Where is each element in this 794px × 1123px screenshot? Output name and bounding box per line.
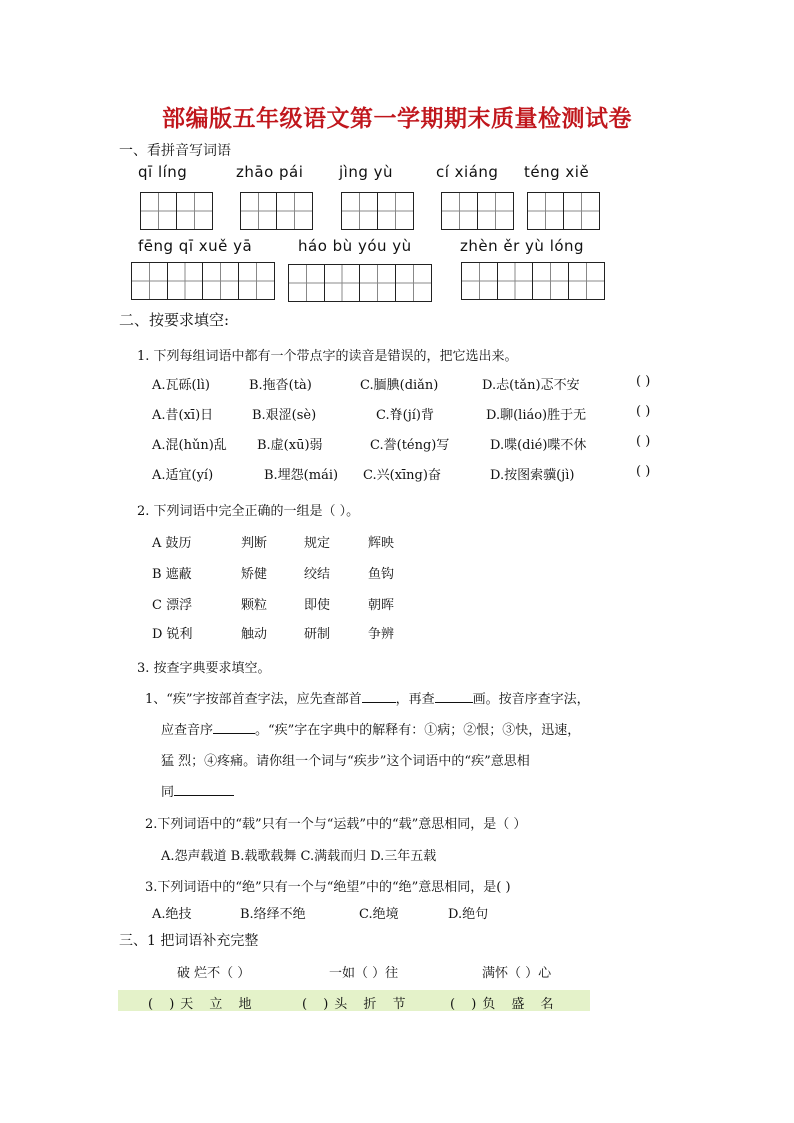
q2-word: 绞结 [304,567,331,582]
idiom-fill-2[interactable]: 一如（ ）往 [329,966,399,981]
pinyin-3: jìng yù [339,163,394,181]
idiom-fill-1[interactable]: 破 烂不（ ） [177,966,251,981]
idiom-fill-6[interactable]: ( )负 盛 名 [450,997,560,1012]
section-3-heading: 三、1 把词语补充完整 [119,933,259,949]
q3-sub1-text: 1、“疾”字按部首查字法，应先查部首 [145,692,362,707]
section-1-heading: 一、看拼音写词语 [119,143,231,159]
q1-option-c: C.脊(jí)背 [376,408,434,423]
q1-option-d: D.聊(liáo)胜于无 [486,408,587,423]
q3-sub1-line4 [161,781,234,800]
writing-grid-3[interactable] [341,192,414,230]
page-title: 部编版五年级语文第一学期期末质量检测试卷 [162,106,632,132]
stroke-count-blank[interactable] [435,702,473,703]
writing-grid-8[interactable] [461,262,605,300]
word-blank[interactable] [174,795,234,796]
q1-option-b: B.埋怨(mái) [264,468,339,483]
writing-grid-7[interactable] [288,264,432,302]
writing-grid-6[interactable] [131,262,275,300]
q3-sub1-text: 同 [161,785,175,800]
q1-option-d: D.忐(tǎn)忑不安 [482,378,580,393]
q1-option-a: A.适宜(yí) [152,468,214,483]
q1-option-b: B.虚(xū)弱 [257,438,323,453]
writing-grid-4[interactable] [441,192,514,230]
pinyin-5: téng xiě [524,163,590,181]
q2-word: 辉映 [368,536,395,551]
q2-word: 朝晖 [368,598,395,613]
pinyin-8: zhèn ěr yù lóng [460,237,585,255]
q2-word: 规定 [304,536,331,551]
answer-blank[interactable]: ( ) [636,404,651,419]
q3-sub3-stem: 3.下列词语中的“绝”只有一个与“绝望”中的“绝”意思相同，是( ) [145,880,511,895]
writing-grid-5[interactable] [527,192,600,230]
q1-option-b: B.艰涩(sè) [252,408,317,423]
answer-blank[interactable]: ( ) [636,374,651,389]
q2-word: 即使 [304,598,331,613]
q2-word: B 遮蔽 [152,567,192,582]
answer-blank[interactable]: ( ) [636,464,651,479]
q1-option-d: D.喋(dié)喋不休 [490,438,587,453]
q1-option-c: C.兴(xīng)奋 [363,468,441,483]
q3-sub1-text: 应查音序 [161,723,214,738]
q2-word: D 锐利 [152,627,193,642]
q2-stem: 2. 下列词语中完全正确的一组是（ ）。 [137,504,360,519]
q2-word: 研制 [304,627,331,642]
q3-sub1-text: 画。按音序查字法， [472,692,590,707]
q3-sub3-option-d: D.绝句 [448,907,489,922]
q2-word: 鱼钩 [368,567,395,582]
q2-word: 颗粒 [241,598,268,613]
q2-word: C 漂浮 [152,598,193,613]
answer-blank[interactable]: ( ) [636,434,651,449]
q3-sub3-option-c: C.绝境 [359,907,399,922]
writing-grid-2[interactable] [240,192,313,230]
phonetic-blank[interactable] [213,733,255,734]
q3-sub1-line2 [161,719,580,738]
q2-word: 矫健 [241,567,268,582]
q3-sub2-stem: 2.下列词语中的“载”只有一个与“运载”中的“载”意思相同，是（ ） [145,817,527,832]
writing-grid-1[interactable] [140,192,213,230]
q1-option-c: C.腼腆(diǎn) [360,378,439,393]
q1-option-c: C.誊(téng)写 [370,438,450,453]
radical-blank[interactable] [362,702,396,703]
q3-sub1-line3: 猛 烈；④疼痛。请你组一个词与“疾步”这个词语中的“疾”意思相 [161,754,530,769]
pinyin-2: zhāo pái [236,163,304,181]
idiom-fill-3[interactable]: 满怀（ ）心 [482,966,552,981]
q3-sub1-line1 [145,688,590,707]
idiom-fill-4[interactable]: ( )天 立 地 [148,997,258,1012]
q3-sub1-text: 。“疾”字在字典中的解释有：①病；②恨；③快，迅速， [255,723,581,738]
q1-option-d: D.按图索骥(jì) [490,468,575,483]
pinyin-7: háo bù yóu yù [298,237,412,255]
pinyin-4: cí xiáng [436,163,499,181]
q2-word: A 鼓历 [152,536,192,551]
q1-option-a: A.混(hǔn)乱 [152,438,227,453]
idiom-fill-5[interactable]: ( )头 折 节 [302,997,412,1012]
q1-option-b: B.拖沓(tà) [249,378,312,393]
q3-sub1-text: ，再查 [395,692,435,707]
q3-sub3-option-a: A.绝技 [152,907,192,922]
q3-stem: 3. 按查字典要求填空。 [137,661,271,676]
q3-sub2-options: A.怨声载道 B.载歌载舞 C.满载而归 D.三年五载 [161,849,437,864]
section-2-heading: 二、按要求填空: [119,311,230,329]
q1-option-a: A.瓦砾(lì) [152,378,210,393]
q2-word: 触动 [241,627,268,642]
pinyin-6: fēng qī xuě yā [138,237,253,255]
q1-stem: 1. 下列每组词语中都有一个带点字的读音是错误的，把它选出来。 [137,349,518,364]
q2-word: 争辨 [368,627,395,642]
pinyin-1: qī líng [138,163,188,181]
q1-option-a: A.昔(xī)日 [152,408,214,423]
q2-word: 判断 [241,536,268,551]
q3-sub3-option-b: B.络绎不绝 [240,907,306,922]
